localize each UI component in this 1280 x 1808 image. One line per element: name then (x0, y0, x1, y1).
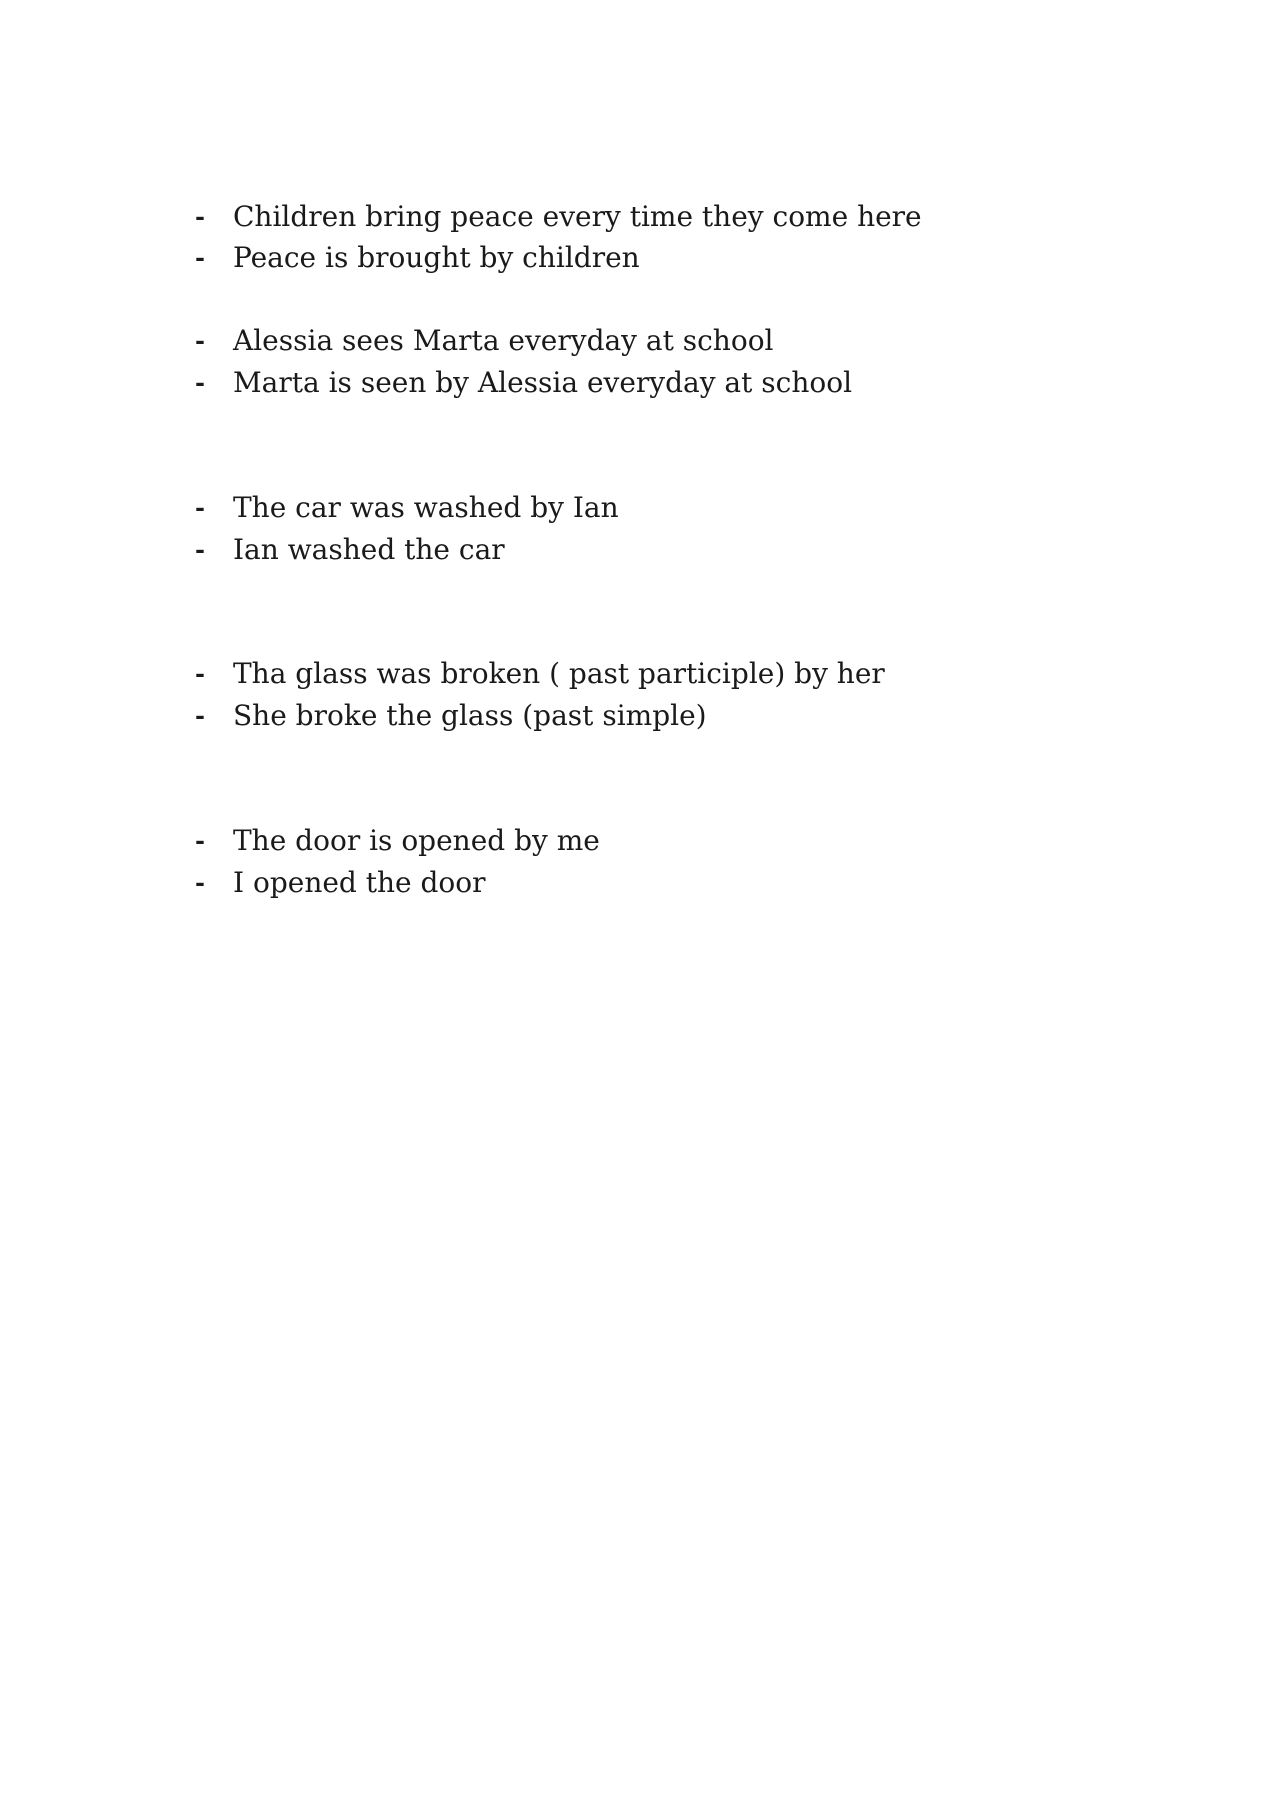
list-item (195, 363, 852, 403)
list-item-text: Ian washed the car (233, 533, 505, 566)
list-bullet: - (195, 826, 205, 855)
list-bullet: - (195, 535, 205, 564)
list-bullet: - (195, 368, 205, 397)
list-item-text: She broke the glass (past simple) (233, 699, 707, 732)
list-item (195, 863, 486, 903)
list-item (195, 321, 774, 361)
list-item (195, 530, 505, 570)
list-item-text: Tha glass was broken ( past participle) by her (233, 657, 885, 690)
list-item-text: Marta is seen by Alessia everyday at school (233, 366, 853, 399)
list-item (195, 696, 707, 736)
list-item-text: The door is opened by me (233, 824, 600, 857)
list-bullet: - (195, 868, 205, 897)
list-bullet: - (195, 202, 205, 231)
list-bullet: - (195, 701, 205, 730)
list-item (195, 821, 600, 861)
list-item-text: Alessia sees Marta everyday at school (233, 324, 774, 357)
list-item-text: Peace is brought by children (233, 241, 640, 274)
list-bullet: - (195, 326, 205, 355)
list-item-text: Children bring peace every time they come here (233, 200, 922, 233)
list-item (195, 654, 885, 694)
list-item (195, 238, 640, 278)
list-bullet: - (195, 659, 205, 688)
list-item-text: I opened the door (233, 866, 486, 899)
list-item (195, 488, 619, 528)
list-item (195, 197, 922, 237)
list-bullet: - (195, 243, 205, 272)
list-bullet: - (195, 493, 205, 522)
list-item-text: The car was washed by Ian (233, 491, 619, 524)
